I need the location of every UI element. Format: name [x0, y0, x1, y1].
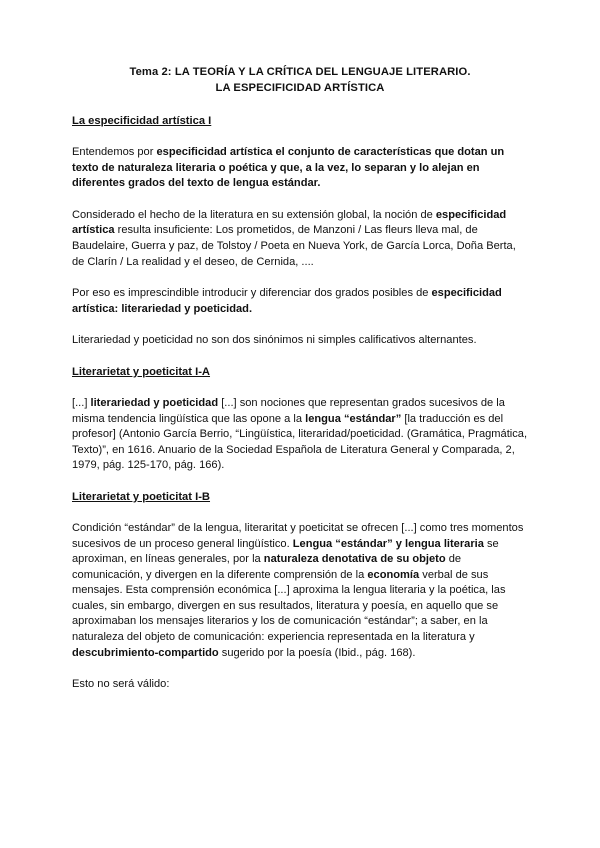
- page-title: [72, 64, 528, 96]
- bold-run: lengua “estándar”: [305, 412, 402, 425]
- paragraph-quote-garcia-berrio: [72, 396, 528, 474]
- bold-run: literariedad y poeticidad: [90, 396, 219, 409]
- document-page: [72, 64, 528, 709]
- text-run: sugerido por la poesía (Ibid., pág. 168).: [218, 646, 416, 659]
- text-run: [...]: [72, 396, 91, 409]
- text-run: resulta insuficiente: Los prometidos, de Manzoni / Las fleurs lleva mal, de Baudelaire, Guerra y paz, de Tolstoy / Poeta en Nueva York, de García Lorca, Doña Berta, de Clarín / La realidad y el deseo, de Cernida, ....: [72, 224, 516, 268]
- text-run: de comunicación, y divergen en la diferente comprensión de la: [72, 553, 462, 581]
- section-heading-literarietat-ia: Literarietat y poeticitat I-A: [72, 365, 211, 378]
- section-heading-literarietat-ib: Literarietat y poeticitat I-B: [72, 490, 211, 503]
- text-run: Considerado el hecho de la literatura en su extensión global, la noción de: [72, 208, 436, 221]
- text-run: verbal de sus mensajes. Esta comprensión económica [...] aproxima la lengua literaria y la poética, las cuales, sin embargo, divergen en sus resultados, literatura y poesía, en aquello que se aproximaban los mensajes literarios y los de comunicación “estándar”; a saber, en la naturaleza del objeto de comunicación: experiencia representada en la literatura y: [72, 568, 506, 644]
- text-run: se aproximan, en líneas generales, por la: [72, 537, 499, 566]
- paragraph-standard-condition: [72, 521, 528, 661]
- paragraph-insufficient: [72, 208, 528, 270]
- paragraph-two-grades: [72, 286, 528, 317]
- paragraph-not-valid: Esto no será válido:: [72, 678, 170, 691]
- bold-run: especificidad artística: literariedad y poeticidad.: [72, 287, 502, 315]
- text-run: Por eso es imprescindible introducir y diferenciar dos grados posibles de: [72, 287, 432, 300]
- text-run: Entendemos por: [72, 146, 157, 158]
- title-line-2: LA ESPECIFICIDAD ARTÍSTICA: [215, 82, 385, 94]
- paragraph-definition: [72, 145, 528, 192]
- text-run: [...] son nociones que representan grados sucesivos de la misma tendencia lingüística que las opone a la: [72, 396, 505, 425]
- title-line-1: Tema 2: LA TEORÍA Y LA CRÍTICA DEL LENGUAJE LITERARIO.: [129, 66, 471, 78]
- bold-run: descubrimiento-compartido: [72, 646, 219, 659]
- text-run: Condición “estándar” de la lengua, literaritat y poeticitat se ofrecen [...] como tres momentos sucesivos de un proceso general lingüístico.: [72, 521, 524, 550]
- bold-run: especificidad artística el conjunto de características que dotan un texto de naturaleza literaria o poética y que, a la vez, lo separan y lo alejan en diferentes grados del texto de lengua estándar.: [72, 146, 505, 190]
- paragraph-not-synonyms: Literariedad y poeticidad no son dos sinónimos ni simples calificativos alternantes.: [72, 334, 477, 347]
- bold-run: economía: [367, 568, 420, 581]
- bold-run: naturaleza denotativa de su objeto: [263, 553, 446, 566]
- section-heading-especificidad: La especificidad artística I: [72, 115, 212, 127]
- text-run: [la traducción es del profesor] (Antonio García Berrio, “Lingüística, literaridad/poeticidad. (Gramática, Pragmática, Texto)”, en 1616. Anuario de la Sociedad Española de Literatura General y Comparada, 2, 1979, pág. 125-170, pág. 166).: [72, 412, 528, 472]
- bold-run: especificidad artística: [72, 208, 507, 237]
- bold-run: Lengua “estándar” y lengua literaria: [292, 537, 484, 550]
